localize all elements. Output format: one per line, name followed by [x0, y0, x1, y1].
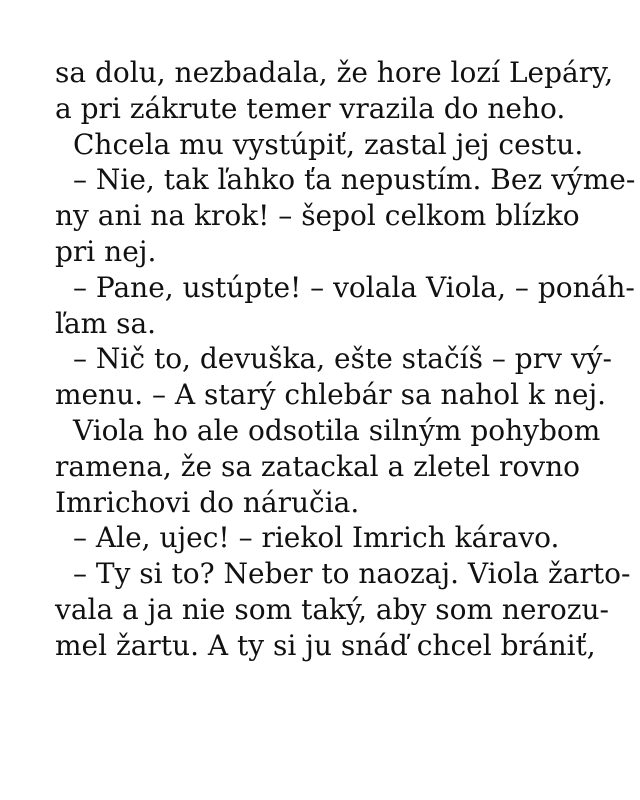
text-line-17: mel žartu. A ty si ju snáď chcel brániť,	[55, 628, 596, 662]
text-line-10: menu. – A starý chlebár sa nahol k nej.	[55, 378, 607, 412]
text-line-8: ľam sa.	[55, 306, 157, 340]
text-line-5: ny ani na krok! – šepol celkom blízko	[55, 199, 580, 233]
text-line-1: sa dolu, nezbadala, že hore lozí Lepáry,	[55, 56, 614, 89]
text-line-12: ramena, že sa zatackal a zletel rovno	[55, 449, 580, 483]
text-line-11: Viola ho ale odsotila silným pohybom	[73, 413, 601, 447]
text-line-3: Chcela mu vystúpiť, zastal jej cestu.	[73, 127, 584, 161]
text-line-6: pri nej.	[55, 234, 157, 268]
text-line-16: vala a ja nie som taký, aby som nerozu-	[55, 592, 609, 626]
text-line-14: – Ale, ujec! – riekol Imrich káravo.	[73, 521, 560, 555]
text-line-7: – Pane, ustúpte! – volala Viola, – ponáh-	[73, 270, 635, 304]
text-line-15: – Ty si to? Neber to naozaj. Viola žarto-	[73, 557, 631, 591]
text-line-2: a pri zákrute temer vrazila do neho.	[55, 91, 566, 125]
page-body-text	[55, 55, 636, 664]
text-line-4: – Nie, tak ľahko ťa nepustím. Bez výme-	[73, 163, 636, 197]
text-line-13: Imrichovi do náručia.	[55, 485, 360, 519]
text-line-9: – Nič to, devuška, ešte stačíš – prv vý-	[73, 342, 612, 376]
